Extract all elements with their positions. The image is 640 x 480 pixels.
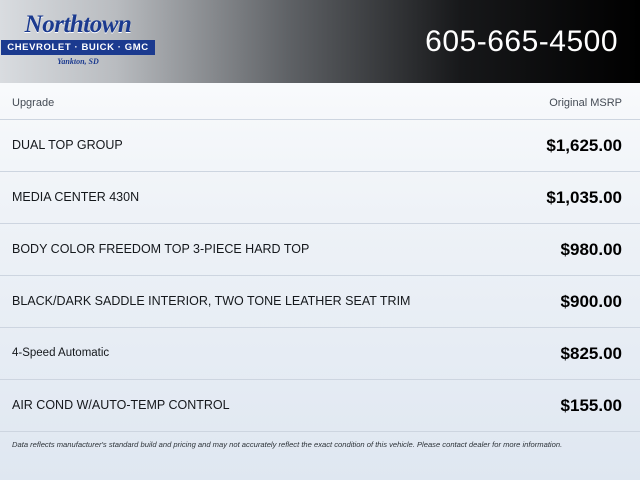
table-row	[0, 119, 640, 171]
table-row	[0, 223, 640, 275]
dealer-logo-location: Yankton, SD	[57, 57, 99, 66]
dealer-logo-brand: Northtown	[24, 11, 132, 38]
upgrade-label: 4-Speed Automatic	[12, 346, 110, 359]
column-header-upgrade: Upgrade	[12, 97, 55, 109]
table-column-headers	[0, 83, 640, 119]
upgrade-price: $1,035.00	[546, 187, 622, 207]
upgrade-label: BLACK/DARK SADDLE INTERIOR, TWO TONE LEATHER SEAT TRIM	[12, 294, 411, 309]
dealer-header	[0, 0, 640, 83]
table-row	[0, 379, 640, 431]
upgrade-price: $980.00	[560, 239, 622, 259]
upgrade-price: $155.00	[560, 395, 622, 415]
upgrade-label: AIR COND W/AUTO-TEMP CONTROL	[12, 398, 230, 413]
upgrades-table	[0, 119, 640, 431]
dealer-logo-divisions: CHEVROLET · BUICK · GMC	[1, 40, 155, 55]
dealer-phone-number[interactable]: 605-665-4500	[425, 24, 618, 58]
dealer-logo[interactable]	[8, 6, 148, 72]
upgrade-price: $900.00	[560, 291, 622, 311]
upgrade-label: MEDIA CENTER 430N	[12, 190, 140, 205]
column-header-msrp: Original MSRP	[549, 97, 622, 109]
table-row	[0, 327, 640, 379]
disclaimer-text: Data reflects manufacturer's standard build and pricing and may not accurately reflect the exact condition of this vehicle. Please contact dealer for more information.	[0, 431, 640, 451]
upgrade-price: $1,625.00	[546, 135, 622, 155]
upgrade-label: BODY COLOR FREEDOM TOP 3-PIECE HARD TOP	[12, 242, 310, 257]
table-row	[0, 275, 640, 327]
table-row	[0, 171, 640, 223]
upgrade-price: $825.00	[560, 343, 622, 363]
upgrade-label: DUAL TOP GROUP	[12, 138, 123, 153]
